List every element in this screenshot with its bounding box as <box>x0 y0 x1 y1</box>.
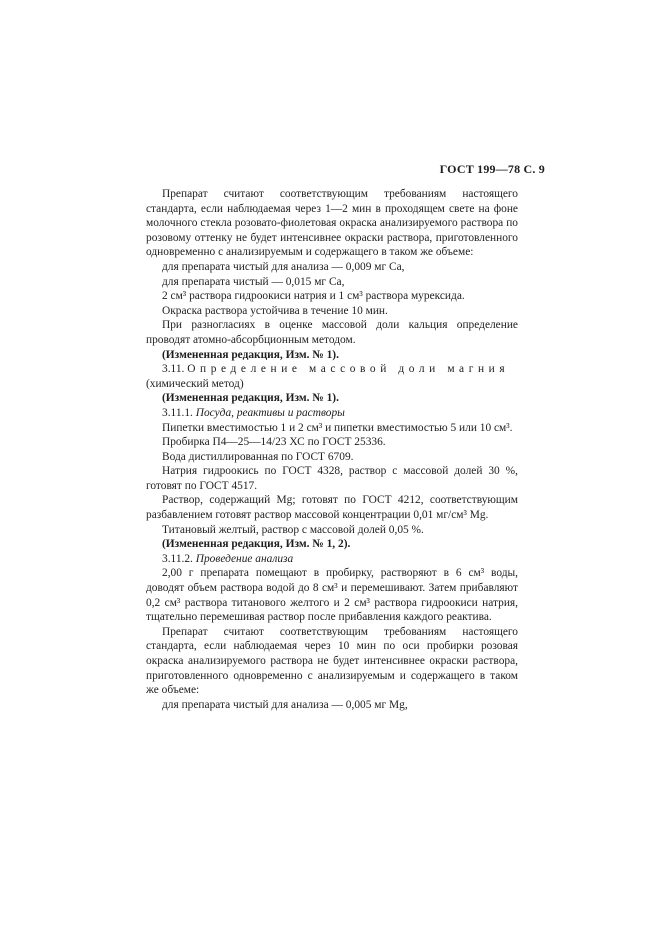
section-3-11-1-heading <box>146 406 518 421</box>
paragraph-disagreement: При разногласиях в оценке массовой доли кальция определение проводят атомно-абсорбционным методом. <box>146 319 518 346</box>
amendment-note-1: (Измененная редакция, Изм. № 1). <box>162 348 339 361</box>
section-title-tail: (химический метод) <box>146 377 244 390</box>
paragraph-procedure: 2,00 г препарата помещают в пробирку, растворяют в 6 см³ воды, доводят объем раствора водой до 8 см³ и перемешивают. Затем прибавляют 0,2 см³ раствора титанового желтого и 2 см³ раствора гидроокиси натрия, тщательно перемешивая раствор после прибавления каждого реактива. <box>146 567 518 624</box>
paragraph-water: Вода дистиллированная по ГОСТ 6709. <box>162 450 354 463</box>
section-title: Определение массовой доли магния <box>187 363 510 376</box>
section-number: 3.11. <box>162 363 185 376</box>
amendment-note-3: (Измененная редакция, Изм. № 1, 2). <box>162 538 351 551</box>
paragraph-pipettes: Пипетки вместимостью 1 и 2 см³ и пипетки вместимостью 5 или 10 см³. <box>162 421 513 434</box>
paragraph-mg-solution: Раствор, содержащий Mg; готовят по ГОСТ 4212, соответствующим разбавлением готовят раствор массовой концентрации 0,01 мг/см³ Mg. <box>146 494 518 522</box>
paragraph-test-tube: Пробирка П4—25—14/23 ХС по ГОСТ 25336. <box>162 436 386 449</box>
section-number: 3.11.1. <box>162 406 193 419</box>
section-3-11-heading <box>146 362 518 377</box>
paragraph-conformity-ca: Препарат считают соответствующим требованиям настоящего стандарта, если наблюдаемая через 1—2 мин в проходящем свете на фоне молочного стекла розовато-фиолетовая окраска анализируемого раствора по розовому оттенку не будет интенсивнее окраски раствора, приготовленного одновременно с анализируемым и содержащего в таком же объеме: <box>146 188 518 259</box>
paragraph-titan-yellow: Титановый желтый, раствор с массовой долей 0,05 %. <box>162 523 424 536</box>
page-header: ГОСТ 199—78 С. 9 <box>439 162 545 176</box>
paragraph-color-stable: Окраска раствора устойчива в течение 10 мин. <box>162 304 388 317</box>
paragraph-reagents-ca: 2 см³ раствора гидроокиси натрия и 1 см³ раствора мурексида. <box>162 290 465 303</box>
section-title: Посуда, реактивы и растворы <box>195 406 345 419</box>
paragraph-conformity-mg: Препарат считают соответствующим требованиям настоящего стандарта, если наблюдаемая через 10 мин по оси пробирки розовая окраска анализируемого раствора не будет интенсивнее окраски раствора, приготовленного одновременно с анализируемым и содержащего в таком же объеме: <box>146 625 518 697</box>
amendment-note-2: (Измененная редакция, Изм. № 1). <box>162 392 339 405</box>
section-title: Проведение анализа <box>195 552 294 565</box>
paragraph-ca-analysis: для препарата чистый для анализа — 0,009 мг Ca, <box>162 260 405 273</box>
paragraph-ca-pure: для препарата чистый — 0,015 мг Ca, <box>162 275 345 288</box>
section-3-11-2-heading <box>146 552 518 567</box>
paragraph-mg-analysis: для препарата чистый для анализа — 0,005 мг Mg, <box>162 698 408 711</box>
paragraph-naoh: Натрия гидроокись по ГОСТ 4328, раствор с массовой долей 30 %, готовят по ГОСТ 4517. <box>146 465 518 492</box>
section-number: 3.11.2. <box>162 552 193 565</box>
document-body <box>146 187 518 712</box>
